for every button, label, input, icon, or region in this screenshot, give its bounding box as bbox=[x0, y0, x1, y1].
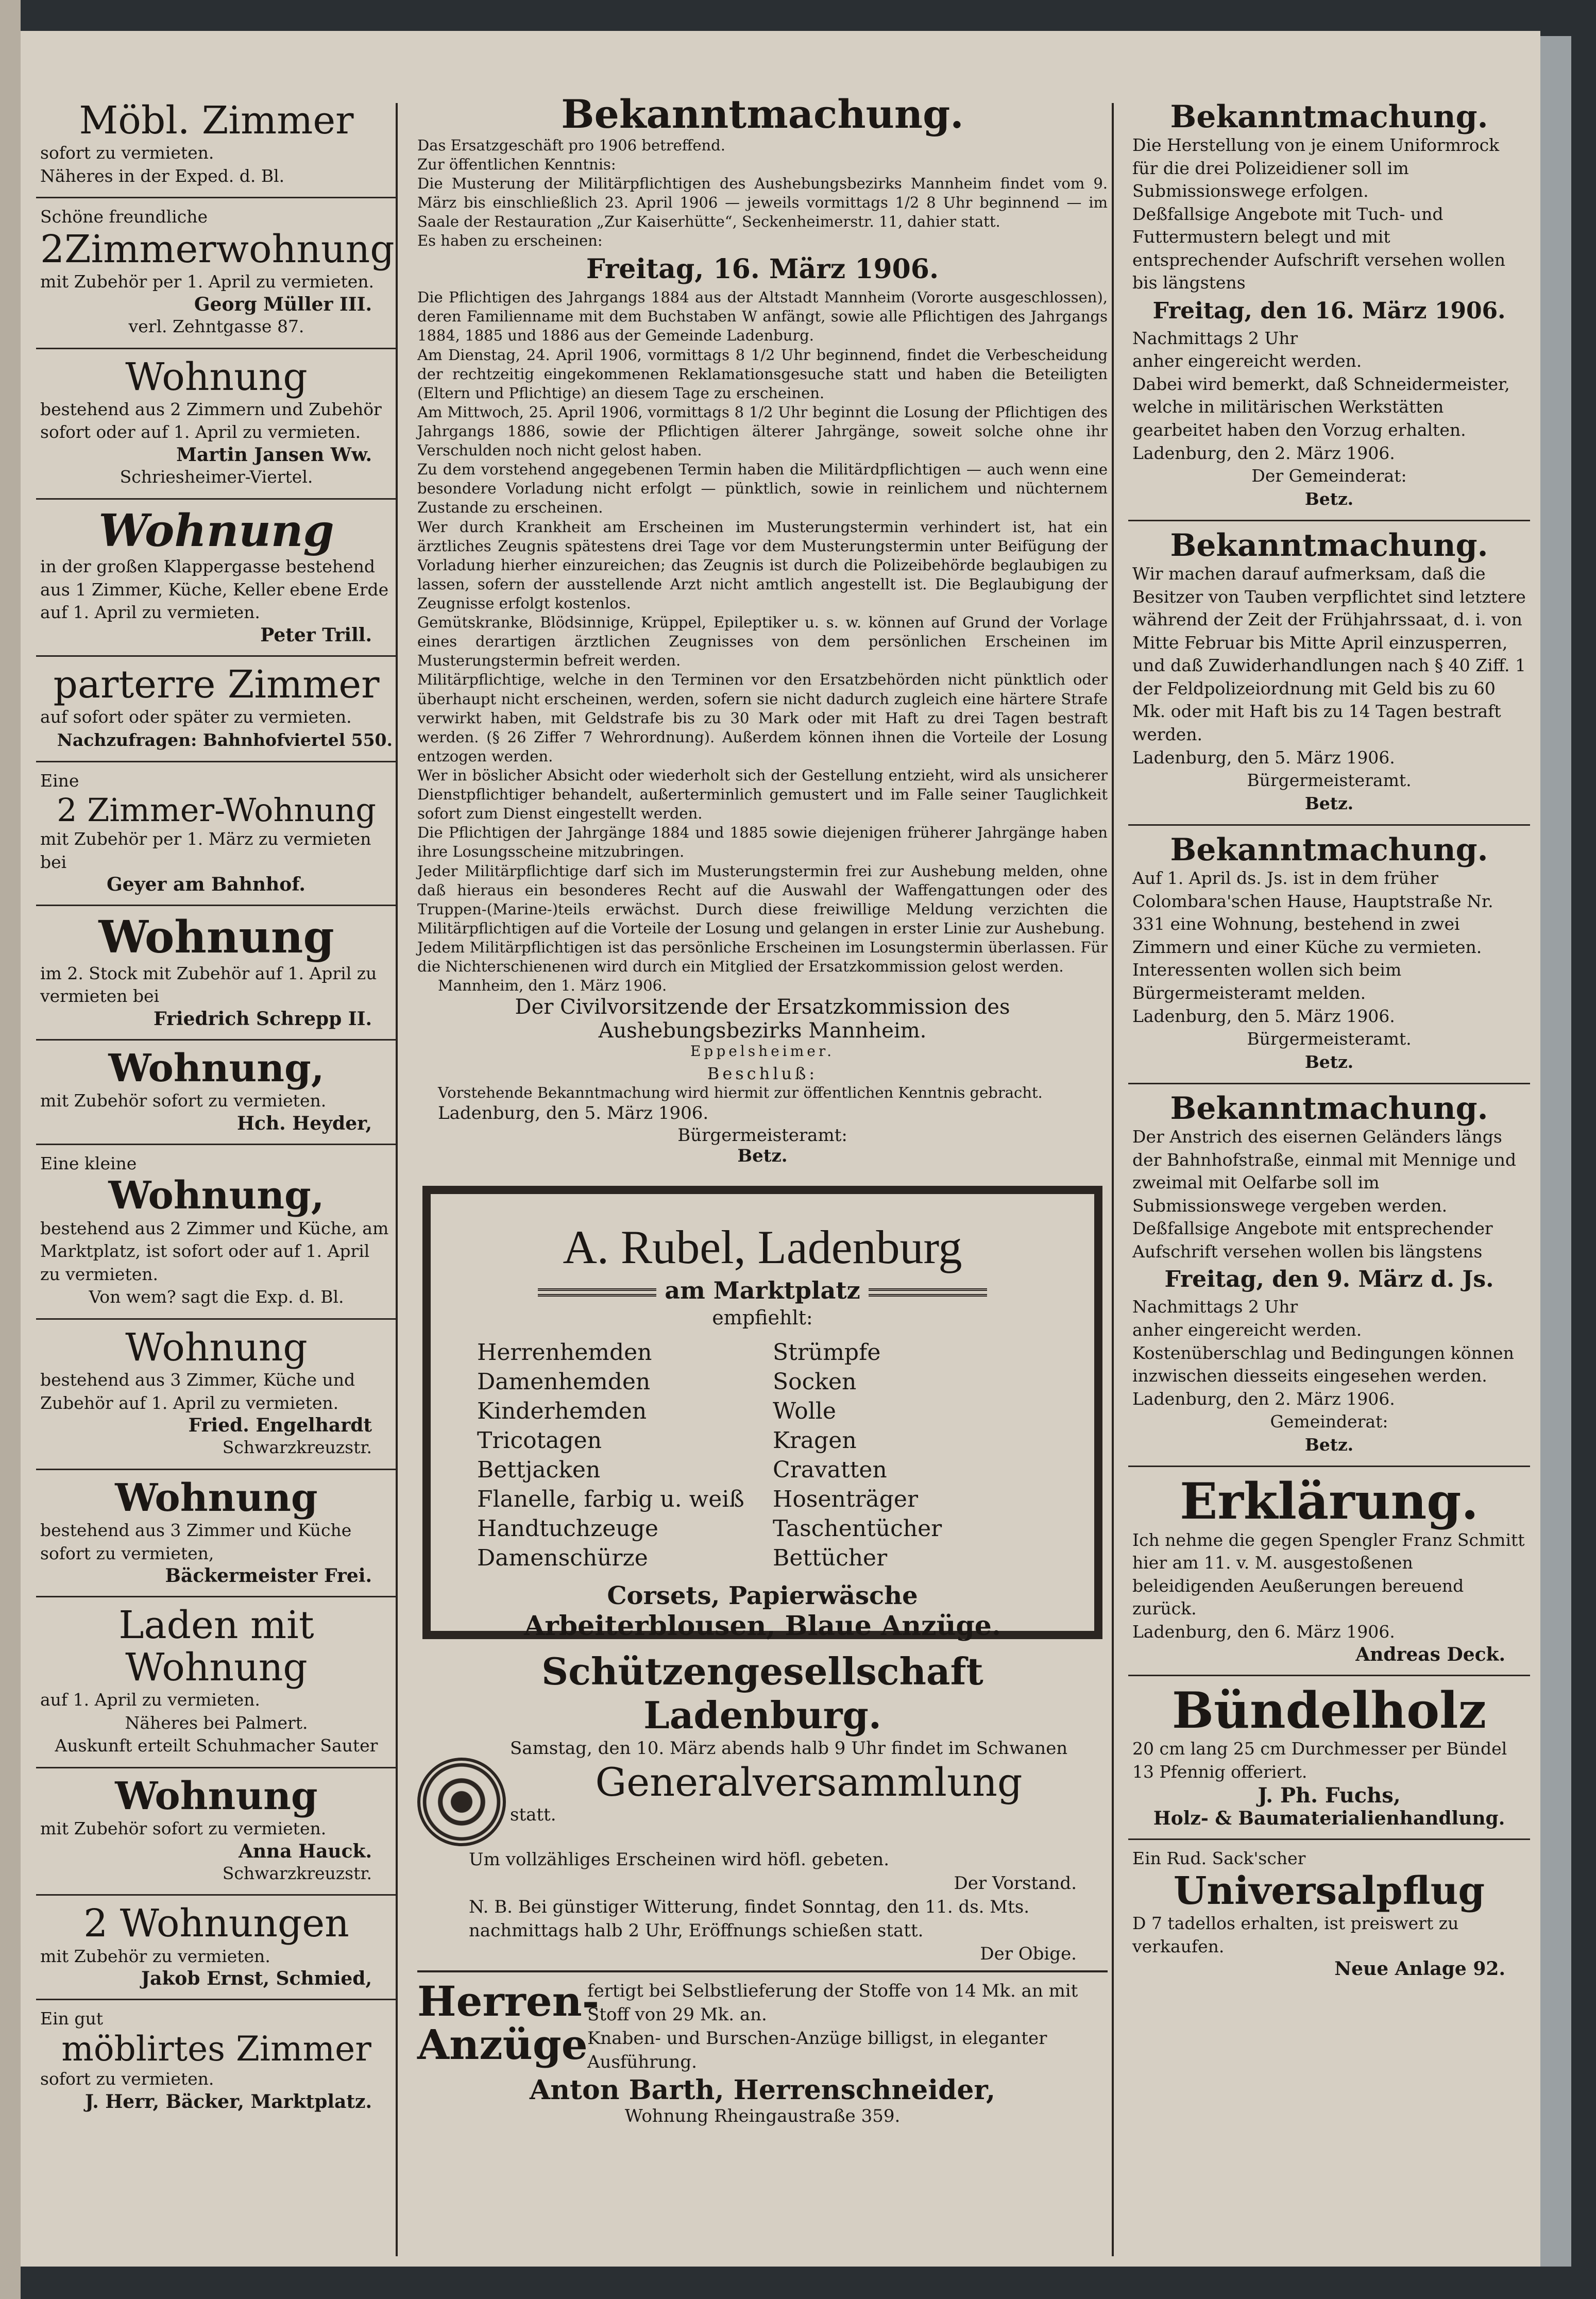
notice-signature-name: Betz. bbox=[1304, 488, 1354, 509]
rubel-item: Wolle bbox=[773, 1398, 836, 1424]
firewood-advertisement bbox=[1128, 1676, 1530, 1841]
classified-ad bbox=[36, 1470, 397, 1597]
ad-pretext: Schöne freundliche bbox=[40, 207, 208, 227]
ad-text: bestehend aus 3 Zimmer und Küche sofort zu vermieten, bbox=[40, 1520, 352, 1563]
rubel-item: Cravatten bbox=[773, 1456, 887, 1483]
ad-signature: Fried. Engelhardt bbox=[188, 1415, 372, 1437]
ad-text: mit Zubehör zu vermieten. bbox=[40, 1946, 270, 1966]
announcement-paragraph: Militärpflichtige, welche in den Terminen vor den Ersatzbehörden nicht pünktlich oder überhaupt nicht erscheinen, werden, sofern sie nicht dadurch zugleich eine härtere Strafe verwirkt haben, mit Geldstrafe bis zu 30 Mark oder mit Haft zu drei Tagen bestraft werden. (§ 26 Ziffer 7 Wehrordnung). Außerdem können ihnen die Vorteile der Losung entzogen werden. bbox=[417, 671, 1108, 765]
announcement-title: Bekanntmachung. bbox=[561, 91, 964, 137]
classified-ad bbox=[36, 1896, 397, 2000]
ad-text: bestehend aus 2 Zimmern und Zubehör sofort oder auf 1. April zu vermieten. bbox=[40, 399, 382, 442]
ad-text: mit Zubehör sofort zu vermieten. bbox=[40, 1091, 327, 1111]
ad-title: Wohnung bbox=[98, 504, 334, 557]
classified-ad bbox=[36, 1320, 397, 1470]
classified-ad bbox=[36, 1145, 397, 1320]
rubel-subtitle: am Marktplatz bbox=[665, 1276, 860, 1304]
newspaper-page bbox=[21, 31, 1540, 2267]
ad-text: mit Zubehör sofort zu vermieten. bbox=[40, 1818, 327, 1839]
rubel-item: Strümpfe bbox=[773, 1339, 881, 1366]
notice-signature: Gemeinderat: bbox=[1270, 1411, 1388, 1432]
shooting-club-signature: Der Vorstand. bbox=[954, 1872, 1077, 1894]
ad-pretext: Eine bbox=[40, 771, 79, 791]
main-column bbox=[417, 93, 1108, 2126]
ad-signature: Bäckermeister Frei. bbox=[165, 1565, 372, 1587]
rubel-items-grid bbox=[467, 1339, 1058, 1571]
rubel-item: Bettjacken bbox=[477, 1456, 601, 1483]
resolution-signature-name: Betz. bbox=[737, 1145, 788, 1166]
book-spine-edge bbox=[1540, 36, 1571, 2267]
resolution-place: Ladenburg, den 5. März 1906. bbox=[438, 1103, 709, 1124]
notice-signature: Bürgermeisteramt. bbox=[1247, 770, 1412, 791]
notice bbox=[1128, 521, 1530, 826]
shooting-club-title: Schützengesellschaft Ladenburg. bbox=[541, 1649, 983, 1737]
plough-advertisement bbox=[1128, 1840, 1530, 1989]
ad-title: Wohnung bbox=[115, 1774, 318, 1818]
notice-title: Bekanntmachung. bbox=[1170, 99, 1488, 135]
shooting-club-event: Generalversammlung bbox=[595, 1759, 1023, 1805]
resolution-title: Beschluß: bbox=[707, 1064, 818, 1084]
column-rule-right bbox=[1112, 103, 1114, 2256]
announcement-paragraph: Wer in böslicher Absicht oder wiederholt sich der Gestellung entzieht, wird als unsicherer Dienstpflichtiger behandelt, außerterminlich gemustert und im Falle seiner Tauglichkeit sofort zum Dienst eingestellt werden. bbox=[417, 766, 1108, 823]
rubel-item: Damenhemden bbox=[477, 1368, 651, 1395]
declaration-text: Ich nehme die gegen Spengler Franz Schmitt hier am 11. v. M. ausgestoßenen beleidigenden Aeußerungen bereuend zurück. Ladenburg, den 6. März 1906. bbox=[1132, 1529, 1525, 1642]
ad-text: bestehend aus 3 Zimmer, Küche und Zubehör auf 1. April zu vermieten. bbox=[40, 1370, 355, 1413]
classified-ad bbox=[36, 906, 397, 1041]
rubel-item: Herrenhemden bbox=[477, 1339, 652, 1366]
ad-pretext: Eine kleine bbox=[40, 1153, 137, 1173]
ad-text: auf sofort oder später zu vermieten. bbox=[40, 707, 352, 727]
notice-date: Freitag, den 9. März d. Js. bbox=[1164, 1266, 1494, 1293]
plough-signature: Neue Anlage 92. bbox=[1334, 1958, 1505, 1980]
tailor-title: Anzüge bbox=[417, 2020, 588, 2069]
rubel-item: Flanelle, farbig u. weiß bbox=[477, 1486, 744, 1512]
rubel-rule-left bbox=[538, 1288, 656, 1297]
announcement-paragraph: Am Dienstag, 24. April 1906, vormittags 8 1/2 Uhr beginnend, findet die Verbescheidung der rechtzeitig eingekommenen Reklamationsgesuche statt und haben die Beteiligten (Eltern und Pflichtige) an diesem Tage zu erscheinen. bbox=[417, 346, 1108, 402]
announcement-paragraph: Am Mittwoch, 25. April 1906, vormittags 8 1/2 Uhr beginnt die Losung der Pflichtigen des Jahrgangs 1886, sowie der Pflichtigen älterer Jahrgänge, soweit solche ohne ihr Verschulden noch nicht gelost haben. bbox=[417, 403, 1108, 459]
notice-text: Die Herstellung von je einem Uniformrock für die drei Polizeidiener soll im Submissionswege erfolgen. Deßfallsige Angebote mit Tuch- und Futtermustern belegt und mit entsprechender Aufschrift versehen wollen bis längstens bbox=[1132, 135, 1506, 293]
rubel-recommends: empfiehlt: bbox=[712, 1306, 813, 1329]
shooting-club-note: N. B. Bei günstiger Witterung, findet Sonntag, den 11. ds. Mts. nachmittags halb 2 Uhr, Eröffnungs schießen statt. bbox=[469, 1896, 1029, 1941]
resolution-signature: Bürgermeisteramt: bbox=[677, 1125, 847, 1146]
ad-text: sofort zu vermieten. bbox=[40, 2069, 214, 2089]
tailor-address: Wohnung Rheingaustraße 359. bbox=[624, 2105, 901, 2126]
rubel-item: Tricotagen bbox=[477, 1427, 602, 1454]
ad-signature: Anna Hauck. bbox=[238, 1840, 372, 1862]
firewood-seller: J. Ph. Fuchs, bbox=[1258, 1783, 1401, 1808]
notice-date: Freitag, den 16. März 1906. bbox=[1152, 297, 1506, 324]
rubel-item: Bettücher bbox=[773, 1544, 888, 1571]
ad-address: Schwarzkreuzstr. bbox=[222, 1437, 372, 1458]
classified-ad bbox=[36, 762, 397, 906]
ad-signature: Georg Müller III. bbox=[194, 293, 372, 315]
announcement-paragraph: Zu dem vorstehend angegebenen Termin haben die Militärdpflichtigen — auch wenn eine besondere Vorladung nicht erfolgt — pünktlich, sowie in reinlichem und nüchternem Zustande zu erscheinen. bbox=[417, 461, 1108, 517]
rubel-advertisement bbox=[422, 1186, 1102, 1642]
notice-title: Bekanntmachung. bbox=[1170, 1091, 1488, 1127]
notice-signature-name: Betz. bbox=[1304, 1434, 1354, 1455]
announcement-paragraph: Die Pflichtigen des Jahrgangs 1884 aus der Altstadt Mannheim (Vororte ausgeschlossen), deren Familienname mit dem Buchstaben W anfängt, sowie alle Pflichtigen des Jahrgangs 1884, 1885 und 1886 aus der Gemeinde Ladenburg. bbox=[417, 288, 1108, 345]
ad-text: bestehend aus 2 Zimmer und Küche, am Marktplatz, ist sofort oder auf 1. April zu vermieten. bbox=[40, 1218, 389, 1284]
ad-text: auf 1. April zu vermieten. bbox=[40, 1690, 260, 1710]
ad-text: mit Zubehör per 1. März zu vermieten bei bbox=[40, 829, 371, 872]
ad-signature: Martin Jansen Ww. bbox=[176, 444, 372, 466]
ad-title: 2 Wohnungen bbox=[83, 1901, 349, 1946]
notice bbox=[1128, 1084, 1530, 1467]
ad-text: Nachzufragen: Bahnhofviertel 550. bbox=[57, 729, 393, 750]
ad-signature: Hch. Heyder, bbox=[237, 1112, 372, 1134]
ad-title: Möbl. Zimmer bbox=[79, 98, 354, 143]
notice-title: Bekanntmachung. bbox=[1170, 527, 1488, 564]
plough-title: Universalpflug bbox=[1173, 1868, 1485, 1913]
ad-signature: Friedrich Schrepp II. bbox=[154, 1008, 372, 1030]
ad-signature: Geyer am Bahnhof. bbox=[107, 874, 305, 896]
announcement-signature-name: Eppelsheimer. bbox=[690, 1043, 835, 1060]
ad-text: Näheres bei Palmert. bbox=[125, 1712, 308, 1733]
plough-pretext: Ein Rud. Sack'scher bbox=[1132, 1848, 1306, 1869]
classified-ad bbox=[36, 349, 397, 500]
rubel-item: Damenschürze bbox=[477, 1544, 648, 1571]
rubel-item: Kragen bbox=[773, 1427, 857, 1454]
ad-address: Schwarzkreuzstr. bbox=[222, 1863, 372, 1883]
classified-ad bbox=[36, 1597, 397, 1768]
ad-title: Wohnung bbox=[115, 1475, 318, 1520]
notice-text: Nachmittags 2 Uhr anher eingereicht werden. Dabei wird bemerkt, daß Schneidermeister, welche in militärischen Werkstätten gearbeitet haben den Vorzug erhalten. Ladenburg, den 2. März 1906. bbox=[1132, 328, 1510, 463]
ad-address: Schriesheimer-Viertel. bbox=[120, 467, 313, 487]
rubel-item: Handtuchzeuge bbox=[477, 1515, 658, 1542]
ad-signature: J. Herr, Bäcker, Marktplatz. bbox=[84, 2090, 372, 2113]
tailor-advertisement bbox=[417, 1977, 1108, 2074]
shooting-club-text: Samstag, den 10. März abends halb 9 Uhr findet im Schwanen bbox=[510, 1738, 1068, 1759]
rubel-item: Taschentücher bbox=[773, 1515, 942, 1542]
ad-title: Wohnung bbox=[125, 354, 308, 399]
rubel-item: Kinderhemden bbox=[477, 1398, 647, 1424]
announcement-intro: Zur öffentlichen Kenntnis: bbox=[417, 155, 616, 173]
tailor-offer: fertigt bei Selbstlieferung der Stoffe von 14 Mk. an mit Stoff von 29 Mk. an. bbox=[587, 1981, 1078, 2025]
rubel-bottom-line: Corsets, Papierwäsche bbox=[607, 1581, 918, 1610]
ad-text: mit Zubehör per 1. April zu vermieten. bbox=[40, 271, 375, 292]
ad-signature: Jakob Ernst, Schmied, bbox=[141, 1968, 372, 1990]
shooting-club-text: statt. bbox=[510, 1804, 556, 1826]
notice-text: Wir machen darauf aufmerksam, daß die Besitzer von Tauben verpflichtet sind letztere während der Zeit der Frühjahrssaat, d. i. von Mitte Februar bis Mitte April einzusperren, und daß Zuwiderhandlungen nach § 40 Ziff. 1 der Feldpolizeiordnung mit Geld bis zu 60 Mk. oder mit Haft bis zu 14 Tagen bestraft werden. Ladenburg, den 5. März 1906. bbox=[1132, 564, 1526, 768]
classified-ad bbox=[36, 657, 397, 762]
shooting-club-body bbox=[417, 1737, 1108, 1848]
declaration-signature: Andreas Deck. bbox=[1355, 1643, 1505, 1665]
ad-text: Von wem? sagt die Exp. d. Bl. bbox=[89, 1287, 344, 1307]
rubel-rule-right bbox=[869, 1288, 987, 1297]
notice-text: Nachmittags 2 Uhr anher eingereicht werden. Kostenüberschlag und Bedingungen können inzwischen diesseits eingesehen werden. Ladenburg, den 2. März 1906. bbox=[1132, 1297, 1514, 1409]
ad-title: Wohnung, bbox=[108, 1046, 325, 1091]
notice-text: Auf 1. April ds. Js. ist in dem früher Colombara'schen Hause, Hauptstraße Nr. 331 eine Wohnung, bestehend in zwei Zimmern und einer Küche zu vermieten. Interessenten wollen sich beim Bürgermeisteramt melden. Ladenburg, den 5. März 1906. bbox=[1132, 868, 1493, 1026]
rubel-title: A. Rubel, Ladenburg bbox=[563, 1220, 962, 1273]
notice-signature: Bürgermeisteramt. bbox=[1247, 1029, 1412, 1049]
classifieds-column bbox=[36, 93, 397, 2122]
ad-title: Wohnung bbox=[98, 911, 334, 964]
classified-ad bbox=[36, 198, 397, 349]
classified-ad bbox=[36, 500, 397, 657]
notices-column bbox=[1128, 93, 1530, 1989]
shooting-club-emblem bbox=[417, 1737, 510, 1848]
tailor-name: Anton Barth, Herrenschneider, bbox=[529, 2074, 996, 2106]
notice-signature: Der Gemeinderat: bbox=[1251, 466, 1407, 486]
firewood-title: Bündelholz bbox=[1171, 1681, 1487, 1740]
resolution-text: Vorstehende Bekanntmachung wird hiermit zur öffentlichen Kenntnis gebracht. bbox=[438, 1084, 1043, 1102]
ad-title: Laden mit Wohnung bbox=[118, 1603, 314, 1690]
target-icon bbox=[417, 1758, 506, 1846]
ad-title: 2 Zimmer-Wohnung bbox=[57, 791, 376, 829]
rubel-item: Hosenträger bbox=[773, 1486, 919, 1512]
ad-title: 2Zimmerwohnung bbox=[40, 227, 395, 272]
ad-signature: Peter Trill. bbox=[260, 624, 372, 646]
announcement-signature: Aushebungsbezirks Mannheim. bbox=[598, 1019, 927, 1043]
notice-text: Der Anstrich des eisernen Geländers längs der Bahnhofstraße, einmal mit Mennige und zweimal mit Oelfarbe soll im Submissionswege vergeben werden. Deßfallsige Angebote mit entsprechender Aufschrift versehen wollen bis längstens bbox=[1132, 1127, 1516, 1262]
ad-title: möblirtes Zimmer bbox=[61, 2029, 371, 2069]
ad-text: in der großen Klappergasse bestehend aus 1 Zimmer, Küche, Keller ebene Erde auf 1. April zu vermieten. bbox=[40, 556, 389, 623]
ad-text: Näheres in der Exped. d. Bl. bbox=[40, 165, 285, 186]
classified-ad bbox=[36, 1768, 397, 1896]
classified-ad bbox=[36, 2000, 397, 2122]
shooting-club-text: Um vollzähliges Erscheinen wird höfl. gebeten. bbox=[469, 1849, 889, 1870]
ad-pretext: Ein gut bbox=[40, 2008, 104, 2029]
announcement-paragraph: Wer durch Krankheit am Erscheinen im Musterungstermin verhindert ist, hat ein ärztliches Zeugnis spätestens drei Tage vor dem Musterungstermin unter Beifügung der Vorladung hierher einzureichen; das Zeugnis ist durch die Polizeibehörde beglaubigen zu lassen, sofern der ausstellende Arzt nicht amtlich angestellt ist. Die Beglaubigung der Zeugnisse erfolgt kostenlos. bbox=[417, 518, 1108, 612]
page-left-edge bbox=[0, 0, 21, 2299]
ad-text: sofort zu vermieten. bbox=[40, 143, 214, 163]
announcement-paragraph: Die Pflichtigen der Jahrgänge 1884 und 1885 sowie diejenigen früherer Jahrgänge haben ihre Losungsscheine mitzubringen. bbox=[417, 824, 1108, 861]
announcement-paragraph: Jedem Militärpflichtigen ist das persönliche Erscheinen im Losungstermin überlassen. Für die Nichterschienenen wird durch ein Mitglied der Ersatzkommission gelost werden. bbox=[417, 938, 1108, 976]
announcement-signature: Der Civilvorsitzende der Ersatzkommission des bbox=[515, 995, 1010, 1019]
shooting-club-signature: Der Obige. bbox=[417, 1943, 1108, 1972]
announcement-paragraph: Jeder Militärpflichtige darf sich im Musterungstermin frei zur Aushebung melden, ohne daß hieraus ein besonderes Recht auf die Auswahl der Waffengattungen oder des Truppen-(Marine-)teils erwächst. Durch diese freiwillige Meldung verzichten die Militärpflichtigen auf die Vorteile der Losung und gelangen in erster Linie zur Aushebung. bbox=[417, 862, 1108, 937]
tailor-title: Herren- bbox=[417, 1977, 600, 2026]
announcement-paragraph: Die Musterung der Militärpflichtigen des Aushebungsbezirks Mannheim findet vom 9. März bis einschließlich 23. April 1906 — jeweils vormittags 1/2 8 Uhr beginnend — im Saale der Restauration „Zur Kaiserhütte“, Seckenheimerstr. 11, dahier statt. bbox=[417, 174, 1108, 231]
announcement-place: Mannheim, den 1. März 1906. bbox=[438, 977, 667, 995]
notice-signature-name: Betz. bbox=[1304, 1051, 1354, 1072]
ad-text: im 2. Stock mit Zubehör auf 1. April zu vermieten bei bbox=[40, 963, 377, 1007]
rubel-item: Socken bbox=[773, 1368, 857, 1395]
notice-title: Bekanntmachung. bbox=[1170, 832, 1488, 868]
classified-ad bbox=[36, 1041, 397, 1145]
classified-ad bbox=[36, 93, 397, 198]
announcement-paragraph: Es haben zu erscheinen: bbox=[417, 232, 603, 250]
tailor-offer: Knaben- und Burschen-Anzüge billigst, in eleganter Ausführung. bbox=[587, 2028, 1047, 2073]
ad-title: parterre Zimmer bbox=[53, 662, 380, 707]
notice bbox=[1128, 93, 1530, 521]
declaration-title: Erklärung. bbox=[1180, 1472, 1479, 1531]
ad-title: Wohnung, bbox=[108, 1173, 325, 1218]
announcement-paragraph: Gemütskranke, Blödsinnige, Krüppel, Epileptiker u. s. w. können auf Grund der Vorlage eines derartigen ärztlichen Zeugnisses von dem persönlichen Erscheinen im Musterungstermin befreit werden. bbox=[417, 614, 1108, 670]
ad-text: Auskunft erteilt Schuhmacher Sauter bbox=[55, 1735, 378, 1756]
ad-address: verl. Zehntgasse 87. bbox=[128, 316, 304, 336]
rubel-subtitle-row bbox=[451, 1276, 1074, 1304]
declaration bbox=[1128, 1467, 1530, 1676]
ad-title: Wohnung bbox=[125, 1325, 308, 1370]
announcement-ref: Das Ersatzgeschäft pro 1906 betreffend. bbox=[417, 136, 725, 154]
firewood-text: 20 cm lang 25 cm Durchmesser per Bündel 13 Pfennig offeriert. bbox=[1132, 1739, 1507, 1782]
notice-signature-name: Betz. bbox=[1304, 793, 1354, 813]
plough-text: D 7 tadellos erhalten, ist preiswert zu verkaufen. bbox=[1132, 1913, 1459, 1956]
announcement-date: Freitag, 16. März 1906. bbox=[586, 253, 939, 285]
rubel-bottom-line: Arbeiterblousen, Blaue Anzüge. bbox=[524, 1610, 1001, 1642]
notice bbox=[1128, 826, 1530, 1084]
firewood-seller-business: Holz- & Baumaterialienhandlung. bbox=[1153, 1808, 1505, 1830]
